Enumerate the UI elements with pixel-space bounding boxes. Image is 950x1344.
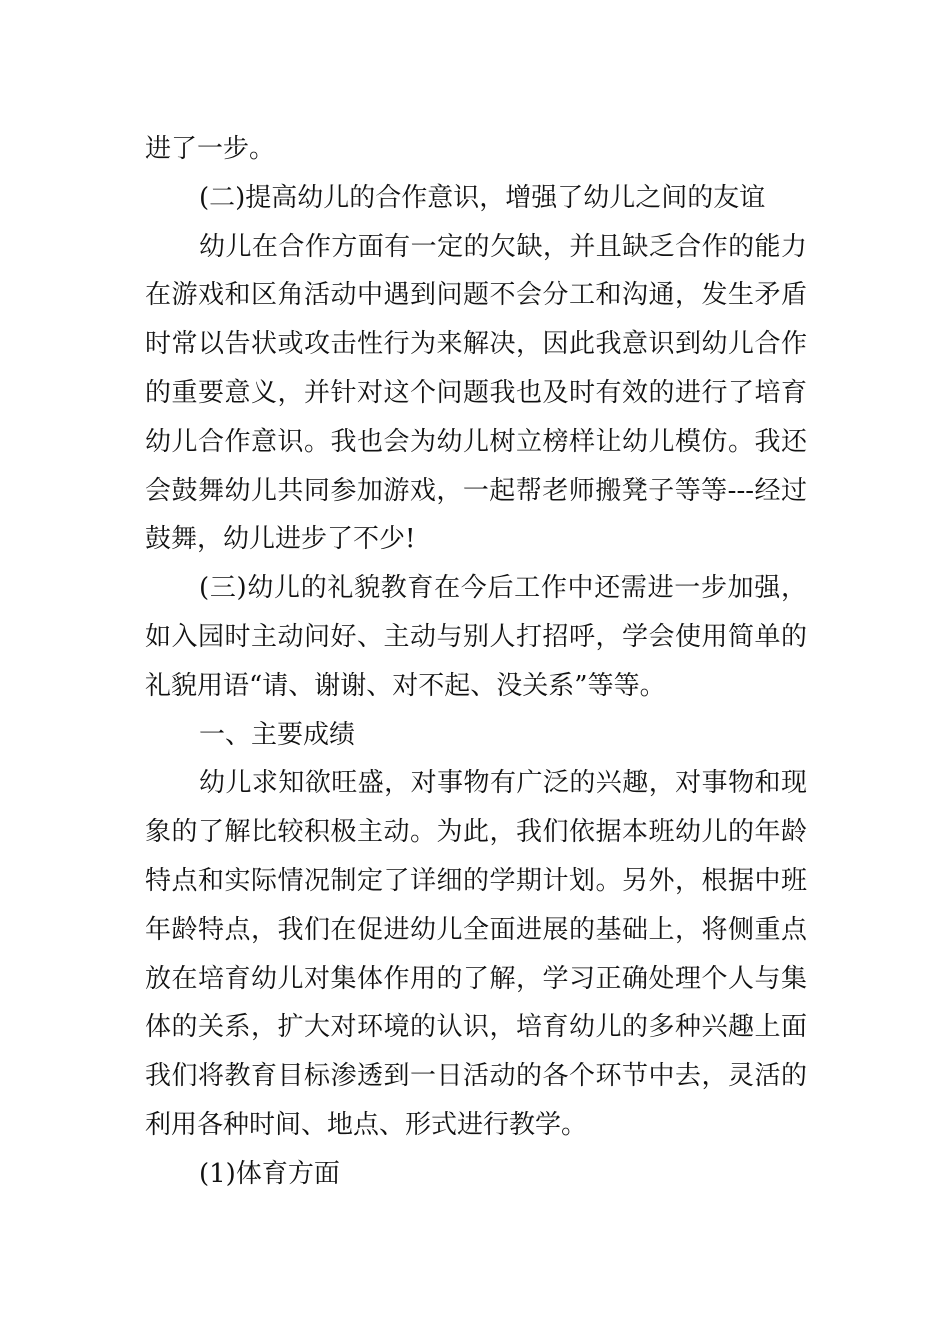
paragraph-line: 会鼓舞幼儿共同参加游戏，一起帮老师搬凳子等等---经过 xyxy=(145,475,807,506)
section-heading-3: (三)幼儿的礼貌教育在今后工作中还需进一步加强， xyxy=(199,573,807,604)
document-body xyxy=(145,125,807,1199)
paragraph-line: 象的了解比较积极主动。为此，我们依据本班幼儿的年龄 xyxy=(145,817,807,848)
paragraph-line: 如入园时主动问好、主动与别人打招呼，学会使用简单的 xyxy=(145,621,807,652)
paragraph-line: 我们将教育目标渗透到一日活动的各个环节中去，灵活的 xyxy=(145,1061,807,1092)
paragraph-line: 幼儿合作意识。我也会为幼儿树立榜样让幼儿模仿。我还 xyxy=(145,426,807,457)
paragraph-line: 在游戏和区角活动中遇到问题不会分工和沟通，发生矛盾 xyxy=(145,280,807,311)
paragraph-line: 放在培育幼儿对集体作用的了解，学习正确处理个人与集 xyxy=(145,963,807,994)
paragraph-line: 鼓舞，幼儿进步了不少! xyxy=(145,524,416,555)
paragraph-line: 利用各种时间、地点、形式进行教学。 xyxy=(145,1109,588,1140)
paragraph-line: 幼儿求知欲旺盛，对事物有广泛的兴趣，对事物和现 xyxy=(199,768,807,799)
section-heading-main: 一、主要成绩 xyxy=(199,719,356,750)
paragraph-line: 体的关系，扩大对环境的认识，培育幼儿的多种兴趣上面 xyxy=(145,1012,807,1043)
paragraph-line: 时常以告状或攻击性行为来解决，因此我意识到幼儿合作 xyxy=(145,329,807,360)
paragraph-line: 幼儿在合作方面有一定的欠缺，并且缺乏合作的能力 xyxy=(199,231,807,262)
section-heading-2: (二)提高幼儿的合作意识，增强了幼儿之间的友谊 xyxy=(199,182,766,213)
paragraph-line: 年龄特点，我们在促进幼儿全面进展的基础上，将侧重点 xyxy=(145,914,807,945)
paragraph-line: 的重要意义，并针对这个问题我也及时有效的进行了培育 xyxy=(145,377,807,408)
paragraph-line: 礼貌用语“请、谢谢、对不起、没关系”等等。 xyxy=(145,670,666,701)
paragraph-line: 特点和实际情况制定了详细的学期计划。另外，根据中班 xyxy=(145,865,807,896)
subsection-heading-1: (1)体育方面 xyxy=(199,1158,340,1189)
paragraph-line: 进了一步。 xyxy=(145,134,276,164)
